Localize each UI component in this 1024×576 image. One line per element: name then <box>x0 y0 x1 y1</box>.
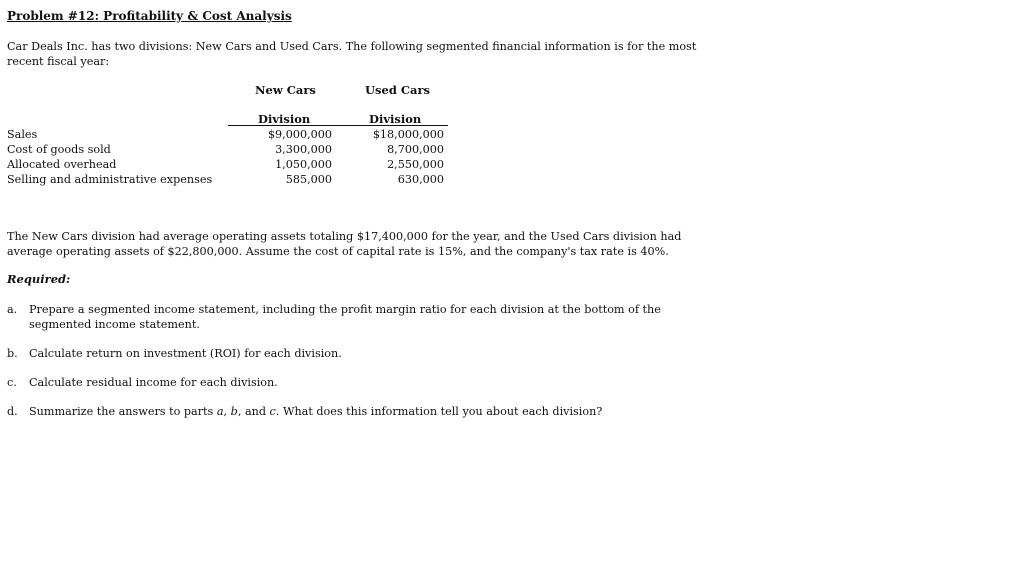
question-d-part-b: b <box>230 405 238 418</box>
new-cars-sales: $9,000,000 <box>267 128 332 141</box>
row-label-selling-admin: Selling and administrative expenses <box>7 173 213 186</box>
used-cars-selling-admin: 630,000 <box>397 173 444 186</box>
column-divider-line <box>228 125 448 126</box>
question-d-letter: d. <box>7 405 18 418</box>
used-cars-overhead: 2,550,000 <box>387 158 444 171</box>
question-a-letter: a. <box>7 303 18 316</box>
question-b <box>7 346 697 361</box>
column-header-used-cars: Used Cars <box>365 83 431 97</box>
table-row-labels <box>7 127 212 187</box>
row-label-overhead: Allocated overhead <box>7 158 117 171</box>
question-a <box>7 302 697 332</box>
column-subheader-used-division: Division <box>369 112 422 126</box>
question-b-letter: b. <box>7 347 18 360</box>
new-cars-overhead: 1,050,000 <box>275 158 332 171</box>
question-d-part-4: . What does this information tell you about each division? <box>275 405 603 418</box>
question-d-text <box>29 404 697 419</box>
question-b-text: Calculate return on investment (ROI) for each division. <box>29 347 342 360</box>
intro-paragraph: Car Deals Inc. has two divisions: New Cars and Used Cars. The following segmented financial information is for the most recent fiscal year: <box>7 40 697 68</box>
used-cars-sales: $18,000,000 <box>372 128 444 141</box>
assets-paragraph: The New Cars division had average operating assets totaling $17,400,000 for the year, and the Used Cars division had average operating assets of $22,800,000. Assume the cost of capital rate is 15%, and the company's tax rate is 40%. <box>7 230 682 258</box>
question-a-text: Prepare a segmented income statement, including the profit margin ratio for each division at the bottom of the segmented income statement. <box>29 303 661 331</box>
question-c <box>7 375 697 390</box>
question-c-text: Calculate residual income for each division. <box>29 376 278 389</box>
question-d-part-3: , and <box>237 405 270 418</box>
column-subheader-new-division: Division <box>258 112 311 126</box>
new-cars-values <box>240 127 332 187</box>
question-d-part-2: , <box>223 405 231 418</box>
question-c-letter: c. <box>7 376 17 389</box>
question-d <box>7 404 697 419</box>
used-cars-cogs: 8,700,000 <box>387 143 444 156</box>
row-label-cogs: Cost of goods sold <box>7 143 111 156</box>
row-label-sales: Sales <box>7 128 38 141</box>
column-header-new-cars: New Cars <box>255 83 316 97</box>
question-d-part-1: Summarize the answers to parts <box>29 405 217 418</box>
question-d-part-a: a <box>216 405 224 418</box>
used-cars-values <box>344 127 444 187</box>
new-cars-cogs: 3,300,000 <box>275 143 332 156</box>
required-heading: Required: <box>7 272 71 286</box>
problem-title: Problem #12: Profitability & Cost Analysis <box>7 9 292 23</box>
new-cars-selling-admin: 585,000 <box>285 173 332 186</box>
question-d-part-c: c <box>269 405 276 418</box>
